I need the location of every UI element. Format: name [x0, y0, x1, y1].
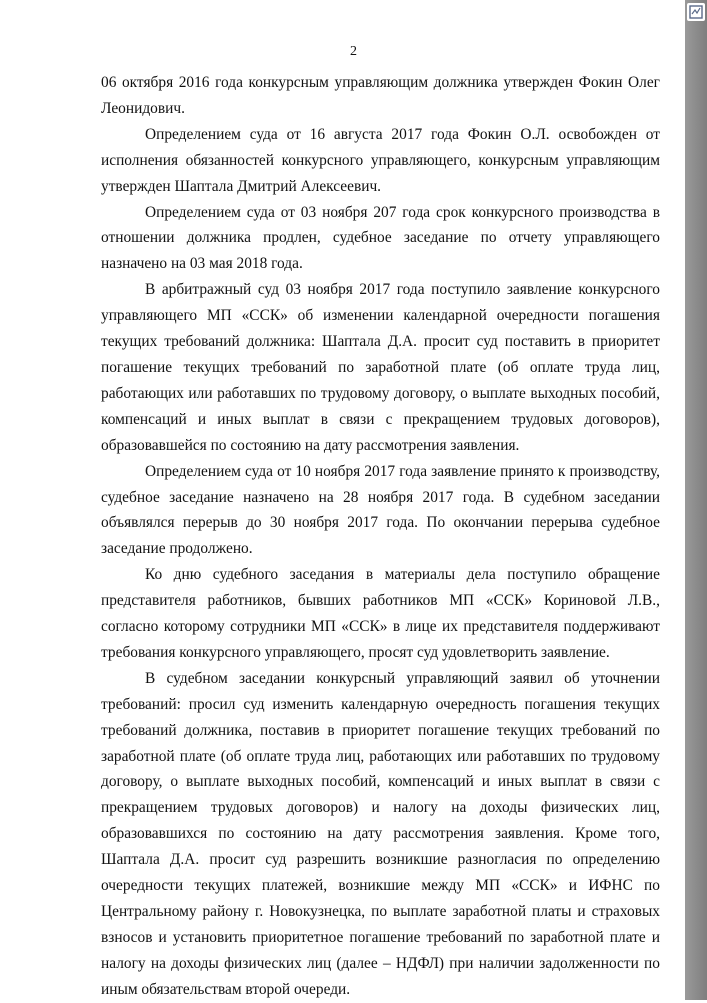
paragraph-6: Ко дню судебного заседания в материалы дела поступило обращение представителя работников, бывших работников МП «ССК» Кориновой Л.В., согласно которому сотрудники МП «ССК» в лице их представителя поддерживают требования конкурсного управляющего, просят суд удовлетворить заявление. — [101, 566, 660, 661]
signature-side-strip — [685, 0, 707, 1000]
paragraph-5: Определением суда от 10 ноября 2017 года заявление принято к производству, судебное заседание назначено на 28 ноября 2017 года. В судебном заседании объявлялся перерыв до 30 ноября 2017 года. По окончании перерыва судебное заседание продолжено. — [101, 462, 660, 558]
paragraph-3: Определением суда от 03 ноября 207 года срок конкурсного производства в отношении должника продлен, судебное заседание по отчету управляющего назначено на 03 мая 2018 года. — [101, 203, 660, 273]
document-body — [101, 70, 660, 1003]
paragraph-4: В арбитражный суд 03 ноября 2017 года поступило заявление конкурсного управляющего МП «ССК» об изменении календарной очередности погашения текущих требований должника: Шаптала Д.А. просит суд поставить в приоритет погашение текущих требований по заработной плате (об оплате труда лиц, работающих или работавших по трудовому договору, о выплате выходных пособий, компенсаций и иных выплат в связи с прекращением трудовых договоров), образовавшейся по состоянию на дату рассмотрения заявления. — [101, 281, 660, 454]
paragraph-7: В судебном заседании конкурсный управляющий заявил об уточнении требований: просил суд изменить календарную очередность погашения текущих требований должника, поставив в приоритет погашение текущих требований по заработной плате (об оплате труда лиц, работающих или работавших по трудовому договору, о выплате выходных пособий, компенсаций и иных выплат в связи с прекращением трудовых договоров) и налогу на доходы физических лиц, образовавшихся по состоянию на дату рассмотрения заявления. Кроме того, Шаптала Д.А. просит суд разрешить возникшие разногласия по определению очередности текущих платежей, возникшие между МП «ССК» и ИФНС по Центральному району г. Новокузнецка, по выплате заработной платы и страховых взносов и установить приоритетное погашение требований по заработной плате и налогу на доходы физических лиц (далее – НДФЛ) при наличии задолженности по иным обязательствам второй очереди. — [101, 669, 660, 998]
paragraph-2: Определением суда от 16 августа 2017 года Фокин О.Л. освобожден от исполнения обязанностей конкурсного управляющего, конкурсным управляющим утвержден Шаптала Дмитрий Алексеевич. — [101, 125, 660, 195]
paragraph-1: 06 октября 2016 года конкурсным управляющим должника утвержден Фокин Олег Леонидович. — [101, 74, 660, 117]
digital-signature-logo-icon — [687, 3, 705, 21]
page-number: 2 — [350, 44, 357, 59]
